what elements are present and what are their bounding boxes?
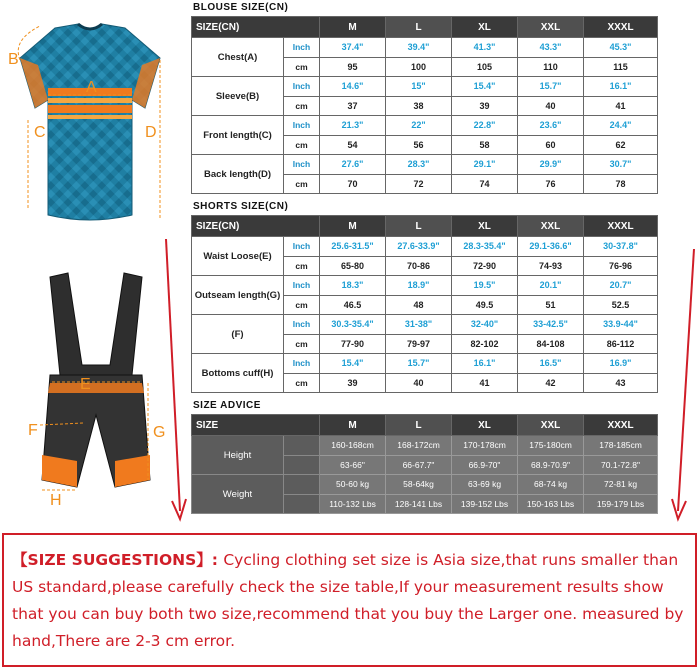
advice-height-inch-xxl: 68.9-70.9" bbox=[518, 455, 584, 475]
shorts-value-cm: 70-86 bbox=[386, 256, 452, 276]
advice-weight-kg-xxl: 68-74 kg bbox=[518, 475, 584, 495]
shorts-row-label: Outseam length(G) bbox=[192, 276, 284, 315]
shorts-value-inch: 30-37.8" bbox=[584, 237, 658, 257]
blouse-value-cm: 78 bbox=[584, 174, 658, 194]
advice-height-cm-xxl: 175-180cm bbox=[518, 436, 584, 456]
shorts-value-cm: 84-108 bbox=[518, 334, 584, 354]
shorts-value-cm: 49.5 bbox=[452, 295, 518, 315]
shorts-value-inch: 19.5" bbox=[452, 276, 518, 296]
advice-height-label: Height bbox=[192, 436, 284, 475]
right-arrow-icon bbox=[668, 245, 698, 525]
shorts-table-row bbox=[192, 237, 658, 257]
blouse-value-cm: 74 bbox=[452, 174, 518, 194]
shorts-value-cm: 51 bbox=[518, 295, 584, 315]
blouse-value-inch: 39.4" bbox=[386, 38, 452, 58]
shorts-value-inch: 33-42.5" bbox=[518, 315, 584, 335]
shorts-value-inch: 28.3-35.4" bbox=[452, 237, 518, 257]
blouse-row-label: Back length(D) bbox=[192, 155, 284, 194]
shorts-value-inch: 20.1" bbox=[518, 276, 584, 296]
shorts-row-label: Bottoms cuff(H) bbox=[192, 354, 284, 393]
blouse-row-label: Sleeve(B) bbox=[192, 77, 284, 116]
shorts-table-row bbox=[192, 354, 658, 374]
blouse-header-xl: XL bbox=[452, 17, 518, 38]
shorts-value-cm: 52.5 bbox=[584, 295, 658, 315]
blouse-value-cm: 40 bbox=[518, 96, 584, 116]
shorts-header-l: L bbox=[386, 216, 452, 237]
shorts-letter-f: F bbox=[28, 422, 38, 439]
advice-blank bbox=[284, 436, 320, 456]
blouse-value-cm: 76 bbox=[518, 174, 584, 194]
blouse-value-cm: 110 bbox=[518, 57, 584, 77]
shorts-value-cm: 76-96 bbox=[584, 256, 658, 276]
shorts-header-xxl: XXL bbox=[518, 216, 584, 237]
jersey-letter-a: A bbox=[86, 79, 97, 96]
advice-header-xxxl: XXXL bbox=[584, 415, 658, 436]
shorts-table-row bbox=[192, 276, 658, 296]
shorts-value-inch: 16.9" bbox=[584, 354, 658, 374]
blouse-value-inch: 22" bbox=[386, 116, 452, 136]
advice-header-xxl: XXL bbox=[518, 415, 584, 436]
blouse-value-inch: 27.6" bbox=[320, 155, 386, 175]
advice-header-xl: XL bbox=[452, 415, 518, 436]
shorts-value-inch: 16.1" bbox=[452, 354, 518, 374]
blouse-row-label: Chest(A) bbox=[192, 38, 284, 77]
shorts-value-inch: 15.4" bbox=[320, 354, 386, 374]
shorts-value-inch: 18.3" bbox=[320, 276, 386, 296]
shorts-value-cm: 46.5 bbox=[320, 295, 386, 315]
blouse-value-inch: 28.3" bbox=[386, 155, 452, 175]
blouse-value-cm: 56 bbox=[386, 135, 452, 155]
shorts-value-cm: 72-90 bbox=[452, 256, 518, 276]
blouse-value-cm: 58 bbox=[452, 135, 518, 155]
shorts-value-inch: 31-38" bbox=[386, 315, 452, 335]
blouse-value-inch: 41.3" bbox=[452, 38, 518, 58]
blouse-header-l: L bbox=[386, 17, 452, 38]
blouse-value-inch: 45.3" bbox=[584, 38, 658, 58]
blouse-value-cm: 95 bbox=[320, 57, 386, 77]
blouse-title: BLOUSE SIZE(CN) bbox=[193, 2, 289, 13]
blouse-table-row bbox=[192, 155, 658, 175]
shorts-row-label: (F) bbox=[192, 315, 284, 354]
advice-height-cm-xl: 170-178cm bbox=[452, 436, 518, 456]
shorts-value-inch: 25.6-31.5" bbox=[320, 237, 386, 257]
shorts-value-inch: 32-40" bbox=[452, 315, 518, 335]
blouse-table-row bbox=[192, 38, 658, 58]
suggestion-lead: 【SIZE SUGGESTIONS】: bbox=[12, 551, 224, 569]
advice-blank bbox=[284, 455, 320, 475]
shorts-unit-inch: Inch bbox=[284, 354, 320, 374]
shorts-header-m: M bbox=[320, 216, 386, 237]
blouse-value-cm: 39 bbox=[452, 96, 518, 116]
advice-title: SIZE ADVICE bbox=[193, 400, 261, 411]
blouse-value-inch: 14.6" bbox=[320, 77, 386, 97]
blouse-table-row bbox=[192, 77, 658, 97]
shorts-value-cm: 42 bbox=[518, 373, 584, 393]
size-advice-table bbox=[191, 414, 658, 514]
advice-header-m: M bbox=[320, 415, 386, 436]
blouse-header-size: SIZE(CN) bbox=[192, 17, 320, 38]
blouse-header-m: M bbox=[320, 17, 386, 38]
blouse-value-cm: 105 bbox=[452, 57, 518, 77]
shorts-value-inch: 27.6-33.9" bbox=[386, 237, 452, 257]
blouse-header-xxxl: XXXL bbox=[584, 17, 658, 38]
blouse-value-cm: 38 bbox=[386, 96, 452, 116]
advice-header-size: SIZE bbox=[192, 415, 320, 436]
advice-weight-kg-xl: 63-69 kg bbox=[452, 475, 518, 495]
shorts-value-cm: 48 bbox=[386, 295, 452, 315]
bib-shorts-illustration bbox=[20, 265, 180, 510]
advice-header-l: L bbox=[386, 415, 452, 436]
advice-height-inch-m: 63-66" bbox=[320, 455, 386, 475]
shorts-value-cm: 74-93 bbox=[518, 256, 584, 276]
shorts-header-xl: XL bbox=[452, 216, 518, 237]
blouse-value-cm: 41 bbox=[584, 96, 658, 116]
blouse-value-inch: 24.4" bbox=[584, 116, 658, 136]
shorts-value-inch: 20.7" bbox=[584, 276, 658, 296]
advice-height-cm-m: 160-168cm bbox=[320, 436, 386, 456]
jersey-letter-c: C bbox=[34, 124, 46, 141]
blouse-value-inch: 30.7" bbox=[584, 155, 658, 175]
blouse-value-cm: 62 bbox=[584, 135, 658, 155]
blouse-value-inch: 21.3" bbox=[320, 116, 386, 136]
shorts-value-cm: 65-80 bbox=[320, 256, 386, 276]
shorts-unit-cm: cm bbox=[284, 334, 320, 354]
blouse-value-inch: 37.4" bbox=[320, 38, 386, 58]
blouse-value-cm: 60 bbox=[518, 135, 584, 155]
advice-weight-lbs-l: 128-141 Lbs bbox=[386, 494, 452, 514]
blouse-size-table bbox=[191, 16, 658, 194]
advice-weight-lbs-m: 110-132 Lbs bbox=[320, 494, 386, 514]
blouse-value-inch: 29.1" bbox=[452, 155, 518, 175]
suggestion-body: Cycling clothing set size is Asia size,that runs smaller than US standard,please carefully check the size table,If your measurement results show that you can buy both two size,recommend that you buy the Larger one. measured by hand,There are 2-3 cm error. bbox=[12, 551, 684, 650]
advice-weight-kg-xxxl: 72-81 kg bbox=[584, 475, 658, 495]
blouse-header-xxl: XXL bbox=[518, 17, 584, 38]
blouse-unit-cm: cm bbox=[284, 96, 320, 116]
blouse-value-inch: 15" bbox=[386, 77, 452, 97]
blouse-value-cm: 115 bbox=[584, 57, 658, 77]
shorts-unit-inch: Inch bbox=[284, 276, 320, 296]
advice-blank bbox=[284, 475, 320, 495]
blouse-value-inch: 43.3" bbox=[518, 38, 584, 58]
blouse-unit-inch: Inch bbox=[284, 116, 320, 136]
shorts-value-cm: 43 bbox=[584, 373, 658, 393]
shorts-unit-cm: cm bbox=[284, 256, 320, 276]
advice-weight-label: Weight bbox=[192, 475, 284, 514]
blouse-unit-cm: cm bbox=[284, 174, 320, 194]
shorts-unit-inch: Inch bbox=[284, 237, 320, 257]
advice-height-cm-xxxl: 178-185cm bbox=[584, 436, 658, 456]
shorts-value-cm: 41 bbox=[452, 373, 518, 393]
shorts-value-cm: 77-90 bbox=[320, 334, 386, 354]
shorts-letter-g: G bbox=[153, 424, 166, 441]
shorts-letter-e: E bbox=[80, 376, 91, 393]
blouse-unit-inch: Inch bbox=[284, 155, 320, 175]
advice-weight-kg-l: 58-64kg bbox=[386, 475, 452, 495]
shorts-value-cm: 82-102 bbox=[452, 334, 518, 354]
blouse-table-row bbox=[192, 116, 658, 136]
shorts-value-cm: 79-97 bbox=[386, 334, 452, 354]
shorts-unit-cm: cm bbox=[284, 295, 320, 315]
advice-weight-lbs-xxxl: 159-179 Lbs bbox=[584, 494, 658, 514]
shorts-title: SHORTS SIZE(CN) bbox=[193, 201, 289, 212]
blouse-value-inch: 22.8" bbox=[452, 116, 518, 136]
shorts-value-inch: 29.1-36.6" bbox=[518, 237, 584, 257]
size-suggestion-box bbox=[2, 533, 697, 667]
shorts-header-xxxl: XXXL bbox=[584, 216, 658, 237]
shorts-unit-inch: Inch bbox=[284, 315, 320, 335]
left-arrow-icon bbox=[160, 235, 190, 525]
blouse-value-cm: 70 bbox=[320, 174, 386, 194]
advice-height-inch-l: 66-67.7" bbox=[386, 455, 452, 475]
shorts-value-inch: 16.5" bbox=[518, 354, 584, 374]
blouse-value-cm: 100 bbox=[386, 57, 452, 77]
jersey-letter-d: D bbox=[145, 124, 157, 141]
shorts-table-row bbox=[192, 315, 658, 335]
advice-weight-lbs-xxl: 150-163 Lbs bbox=[518, 494, 584, 514]
shorts-size-table bbox=[191, 215, 658, 393]
advice-blank bbox=[284, 494, 320, 514]
advice-height-cm-l: 168-172cm bbox=[386, 436, 452, 456]
shorts-value-cm: 39 bbox=[320, 373, 386, 393]
blouse-value-inch: 29.9" bbox=[518, 155, 584, 175]
shorts-letter-h: H bbox=[50, 492, 62, 509]
blouse-value-inch: 15.7" bbox=[518, 77, 584, 97]
blouse-unit-cm: cm bbox=[284, 57, 320, 77]
blouse-value-inch: 16.1" bbox=[584, 77, 658, 97]
shorts-unit-cm: cm bbox=[284, 373, 320, 393]
shorts-value-inch: 33.9-44" bbox=[584, 315, 658, 335]
blouse-unit-inch: Inch bbox=[284, 38, 320, 58]
advice-weight-lbs-xl: 139-152 Lbs bbox=[452, 494, 518, 514]
advice-height-inch-xxxl: 70.1-72.8" bbox=[584, 455, 658, 475]
blouse-value-cm: 37 bbox=[320, 96, 386, 116]
shorts-value-inch: 30.3-35.4" bbox=[320, 315, 386, 335]
blouse-unit-cm: cm bbox=[284, 135, 320, 155]
blouse-value-inch: 15.4" bbox=[452, 77, 518, 97]
shorts-row-label: Waist Loose(E) bbox=[192, 237, 284, 276]
blouse-value-cm: 54 bbox=[320, 135, 386, 155]
blouse-unit-inch: Inch bbox=[284, 77, 320, 97]
jersey-letter-b: B bbox=[8, 51, 19, 68]
jersey-illustration bbox=[0, 20, 180, 235]
shorts-header-size: SIZE(CN) bbox=[192, 216, 320, 237]
shorts-value-inch: 15.7" bbox=[386, 354, 452, 374]
blouse-value-inch: 23.6" bbox=[518, 116, 584, 136]
advice-height-inch-xl: 66.9-70" bbox=[452, 455, 518, 475]
blouse-value-cm: 72 bbox=[386, 174, 452, 194]
shorts-value-inch: 18.9" bbox=[386, 276, 452, 296]
shorts-value-cm: 40 bbox=[386, 373, 452, 393]
blouse-row-label: Front length(C) bbox=[192, 116, 284, 155]
advice-weight-kg-m: 50-60 kg bbox=[320, 475, 386, 495]
shorts-value-cm: 86-112 bbox=[584, 334, 658, 354]
